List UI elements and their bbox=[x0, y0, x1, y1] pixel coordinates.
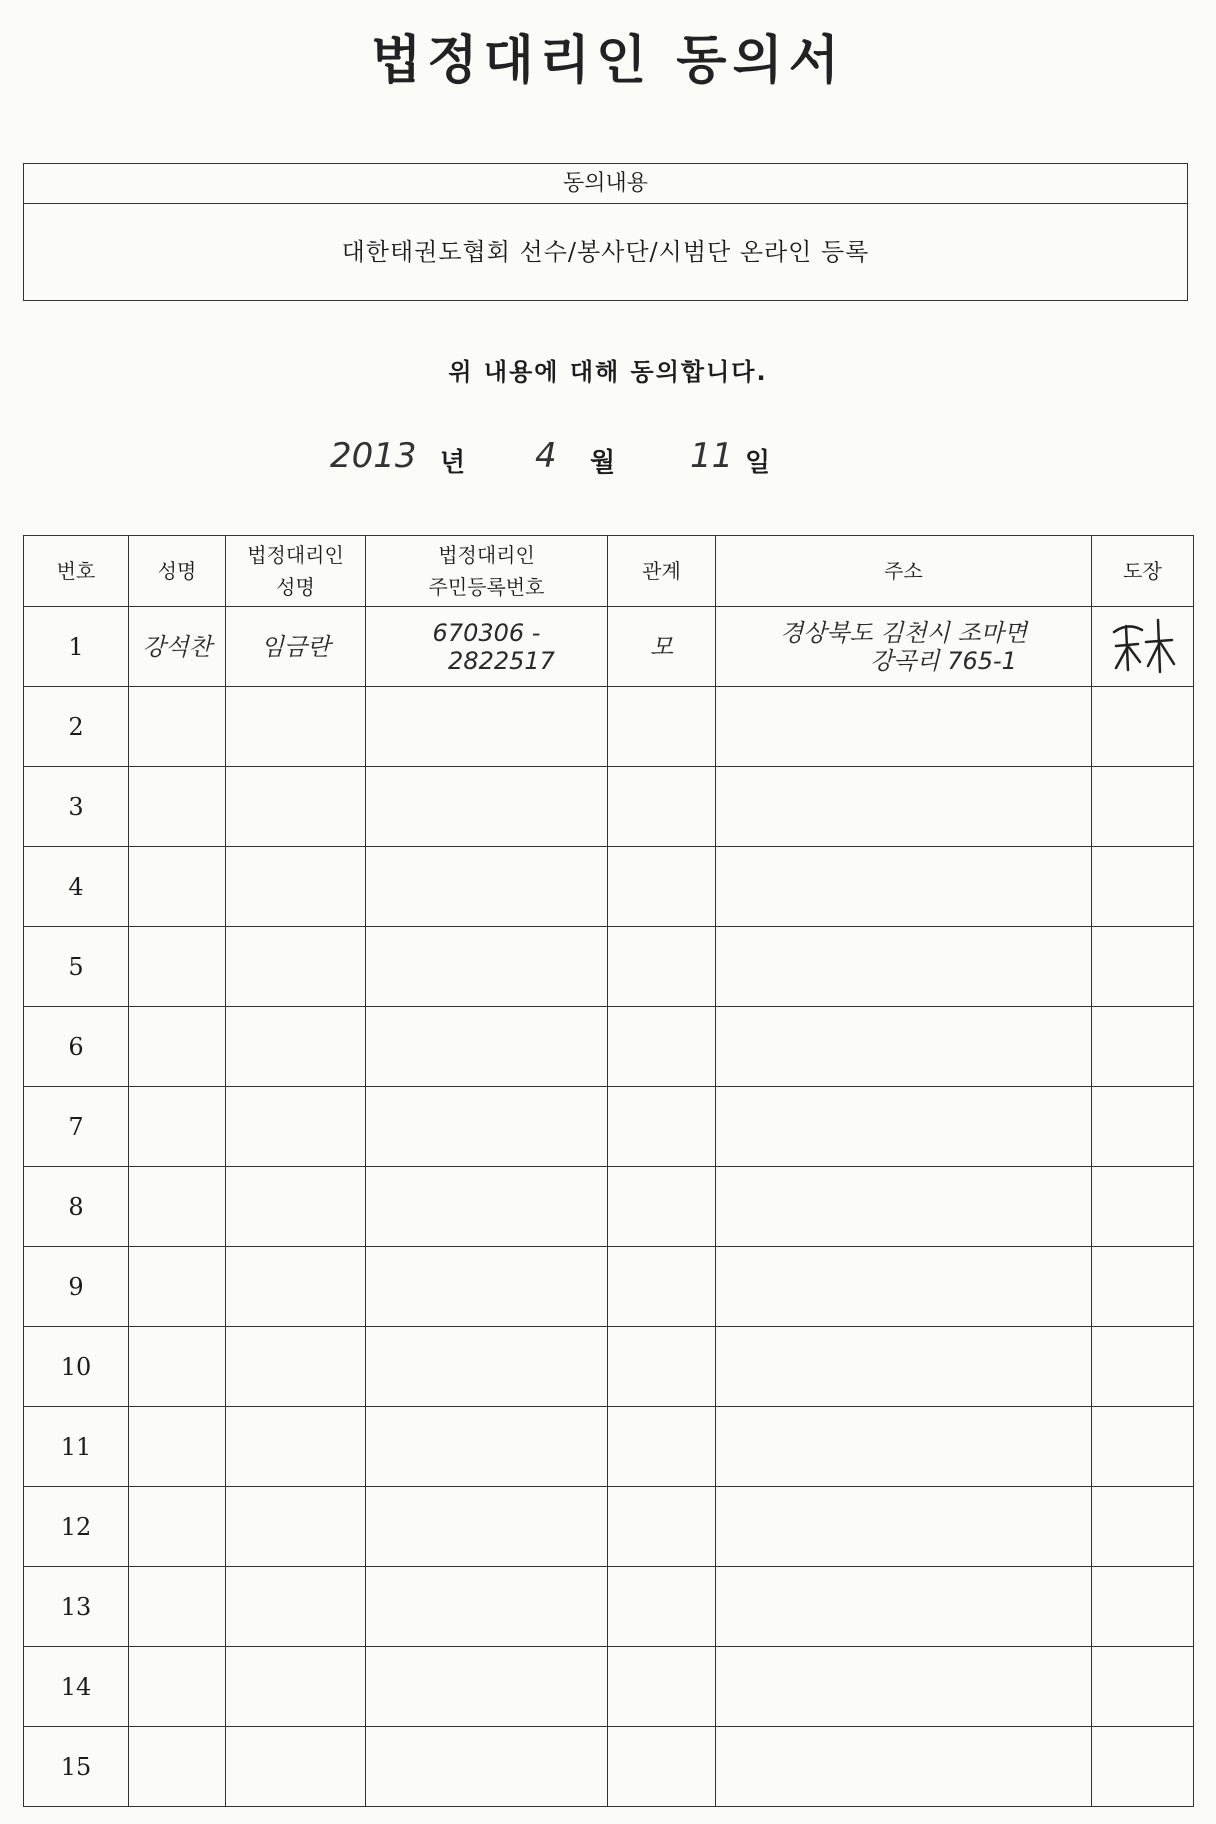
header-seal: 도장 bbox=[1092, 536, 1194, 607]
row-number: 4 bbox=[24, 847, 129, 927]
empty-cell bbox=[608, 687, 716, 767]
table-row bbox=[24, 1007, 1194, 1087]
row-number: 1 bbox=[24, 607, 129, 687]
empty-cell bbox=[226, 767, 366, 847]
empty-cell bbox=[608, 1327, 716, 1407]
empty-cell bbox=[366, 1327, 608, 1407]
empty-cell bbox=[129, 1247, 226, 1327]
empty-cell bbox=[608, 1007, 716, 1087]
header-guardian-id-line1: 법정대리인 bbox=[438, 543, 535, 567]
row-number: 9 bbox=[24, 1247, 129, 1327]
empty-cell bbox=[716, 1247, 1092, 1327]
empty-cell bbox=[129, 767, 226, 847]
empty-cell bbox=[226, 687, 366, 767]
empty-cell bbox=[129, 1647, 226, 1727]
empty-cell bbox=[366, 1247, 608, 1327]
empty-cell bbox=[226, 927, 366, 1007]
row-number: 12 bbox=[24, 1487, 129, 1567]
empty-cell bbox=[1092, 1647, 1194, 1727]
header-number: 번호 bbox=[24, 536, 129, 607]
table-row bbox=[24, 1567, 1194, 1647]
empty-cell bbox=[1092, 1247, 1194, 1327]
empty-cell bbox=[608, 1087, 716, 1167]
row-relation: 모 bbox=[608, 607, 716, 687]
table-row bbox=[24, 847, 1194, 927]
row-address bbox=[716, 607, 1092, 687]
empty-cell bbox=[129, 687, 226, 767]
empty-cell bbox=[716, 1487, 1092, 1567]
empty-cell bbox=[608, 927, 716, 1007]
empty-cell bbox=[716, 1327, 1092, 1407]
empty-cell bbox=[366, 1167, 608, 1247]
empty-cell bbox=[226, 1567, 366, 1647]
consent-content-header: 동의내용 bbox=[24, 164, 1187, 204]
empty-cell bbox=[226, 1727, 366, 1807]
empty-cell bbox=[366, 847, 608, 927]
empty-cell bbox=[226, 1407, 366, 1487]
empty-cell bbox=[716, 1407, 1092, 1487]
empty-cell bbox=[716, 1087, 1092, 1167]
row-number: 7 bbox=[24, 1087, 129, 1167]
empty-cell bbox=[129, 1487, 226, 1567]
empty-cell bbox=[366, 1007, 608, 1087]
consent-content-box bbox=[23, 163, 1188, 301]
empty-cell bbox=[129, 1727, 226, 1807]
header-guardian-name-line1: 법정대리인 bbox=[247, 543, 344, 567]
empty-cell bbox=[366, 1567, 608, 1647]
table-row bbox=[24, 1727, 1194, 1807]
date-year-unit: 년 bbox=[440, 448, 466, 478]
empty-cell bbox=[129, 1567, 226, 1647]
empty-cell bbox=[226, 1087, 366, 1167]
table-row bbox=[24, 927, 1194, 1007]
row-number: 3 bbox=[24, 767, 129, 847]
table-row bbox=[24, 1327, 1194, 1407]
row-name: 강석찬 bbox=[129, 607, 226, 687]
empty-cell bbox=[716, 927, 1092, 1007]
date-year: 2013 bbox=[330, 436, 417, 476]
empty-cell bbox=[1092, 1327, 1194, 1407]
empty-cell bbox=[129, 927, 226, 1007]
table-row bbox=[24, 1247, 1194, 1327]
empty-cell bbox=[1092, 1407, 1194, 1487]
empty-cell bbox=[226, 1247, 366, 1327]
date-month-unit: 월 bbox=[590, 448, 616, 478]
row-number: 15 bbox=[24, 1727, 129, 1807]
row-seal bbox=[1092, 607, 1194, 687]
row-guardian-name: 임금란 bbox=[226, 607, 366, 687]
header-relation: 관계 bbox=[608, 536, 716, 607]
table-row bbox=[24, 1167, 1194, 1247]
empty-cell bbox=[226, 847, 366, 927]
empty-cell bbox=[226, 1487, 366, 1567]
row-number: 8 bbox=[24, 1167, 129, 1247]
empty-cell bbox=[1092, 1167, 1194, 1247]
empty-cell bbox=[1092, 1727, 1194, 1807]
header-guardian-name bbox=[226, 536, 366, 607]
empty-cell bbox=[226, 1007, 366, 1087]
empty-cell bbox=[1092, 847, 1194, 927]
empty-cell bbox=[716, 687, 1092, 767]
date-day-unit: 일 bbox=[745, 448, 771, 478]
empty-cell bbox=[366, 1407, 608, 1487]
date-day: 11 bbox=[690, 436, 734, 476]
empty-cell bbox=[716, 767, 1092, 847]
empty-cell bbox=[608, 1727, 716, 1807]
empty-cell bbox=[129, 1087, 226, 1167]
guardian-table bbox=[23, 535, 1194, 1807]
empty-cell bbox=[716, 1567, 1092, 1647]
row-number: 13 bbox=[24, 1567, 129, 1647]
empty-cell bbox=[366, 767, 608, 847]
empty-cell bbox=[1092, 1007, 1194, 1087]
empty-cell bbox=[716, 1167, 1092, 1247]
empty-cell bbox=[716, 1727, 1092, 1807]
empty-cell bbox=[716, 1647, 1092, 1727]
document-title: 법정대리인 동의서 bbox=[371, 30, 845, 91]
header-name: 성명 bbox=[129, 536, 226, 607]
empty-cell bbox=[366, 927, 608, 1007]
row-number: 2 bbox=[24, 687, 129, 767]
empty-cell bbox=[366, 1647, 608, 1727]
table-row bbox=[24, 767, 1194, 847]
table-row bbox=[24, 1407, 1194, 1487]
row-address-line2: 강곡리 765-1 bbox=[870, 646, 1017, 675]
empty-cell bbox=[129, 1407, 226, 1487]
table-row bbox=[24, 687, 1194, 767]
row-number: 11 bbox=[24, 1407, 129, 1487]
empty-cell bbox=[226, 1647, 366, 1727]
empty-cell bbox=[1092, 1087, 1194, 1167]
empty-cell bbox=[608, 1167, 716, 1247]
row-number: 6 bbox=[24, 1007, 129, 1087]
empty-cell bbox=[716, 1007, 1092, 1087]
table-row bbox=[24, 1087, 1194, 1167]
empty-cell bbox=[608, 1247, 716, 1327]
empty-cell bbox=[608, 767, 716, 847]
header-guardian-name-line2: 성명 bbox=[276, 575, 315, 599]
empty-cell bbox=[608, 1567, 716, 1647]
row-guardian-id-line2: 2822517 bbox=[448, 646, 555, 675]
empty-cell bbox=[366, 687, 608, 767]
empty-cell bbox=[608, 1407, 716, 1487]
row-guardian-id bbox=[366, 607, 608, 687]
empty-cell bbox=[366, 1487, 608, 1567]
row-number: 5 bbox=[24, 927, 129, 1007]
empty-cell bbox=[1092, 927, 1194, 1007]
consent-content-body: 대한태권도협회 선수/봉사단/시범단 온라인 등록 bbox=[341, 238, 870, 266]
header-guardian-id bbox=[366, 536, 608, 607]
empty-cell bbox=[366, 1727, 608, 1807]
agreement-statement: 위 내용에 대해 동의합니다. bbox=[448, 358, 768, 386]
date-month: 4 bbox=[535, 436, 557, 476]
empty-cell bbox=[608, 1647, 716, 1727]
table-row bbox=[24, 607, 1194, 687]
empty-cell bbox=[226, 1327, 366, 1407]
empty-cell bbox=[226, 1167, 366, 1247]
header-address: 주소 bbox=[716, 536, 1092, 607]
empty-cell bbox=[129, 1007, 226, 1087]
date-line bbox=[0, 430, 1216, 490]
empty-cell bbox=[608, 1487, 716, 1567]
empty-cell bbox=[608, 847, 716, 927]
empty-cell bbox=[1092, 1567, 1194, 1647]
empty-cell bbox=[129, 847, 226, 927]
empty-cell bbox=[1092, 1487, 1194, 1567]
empty-cell bbox=[1092, 767, 1194, 847]
signature-mark bbox=[1108, 612, 1178, 682]
row-address-line1: 경상북도 김천시 조마면 bbox=[779, 618, 1028, 647]
empty-cell bbox=[129, 1167, 226, 1247]
table-header-row bbox=[24, 536, 1194, 607]
empty-cell bbox=[366, 1087, 608, 1167]
row-guardian-id-line1: 670306 - bbox=[432, 618, 541, 647]
empty-cell bbox=[716, 847, 1092, 927]
header-guardian-id-line2: 주민등록번호 bbox=[428, 575, 545, 599]
empty-cell bbox=[1092, 687, 1194, 767]
empty-cell bbox=[129, 1327, 226, 1407]
table-row bbox=[24, 1647, 1194, 1727]
row-number: 14 bbox=[24, 1647, 129, 1727]
row-number: 10 bbox=[24, 1327, 129, 1407]
table-row bbox=[24, 1487, 1194, 1567]
